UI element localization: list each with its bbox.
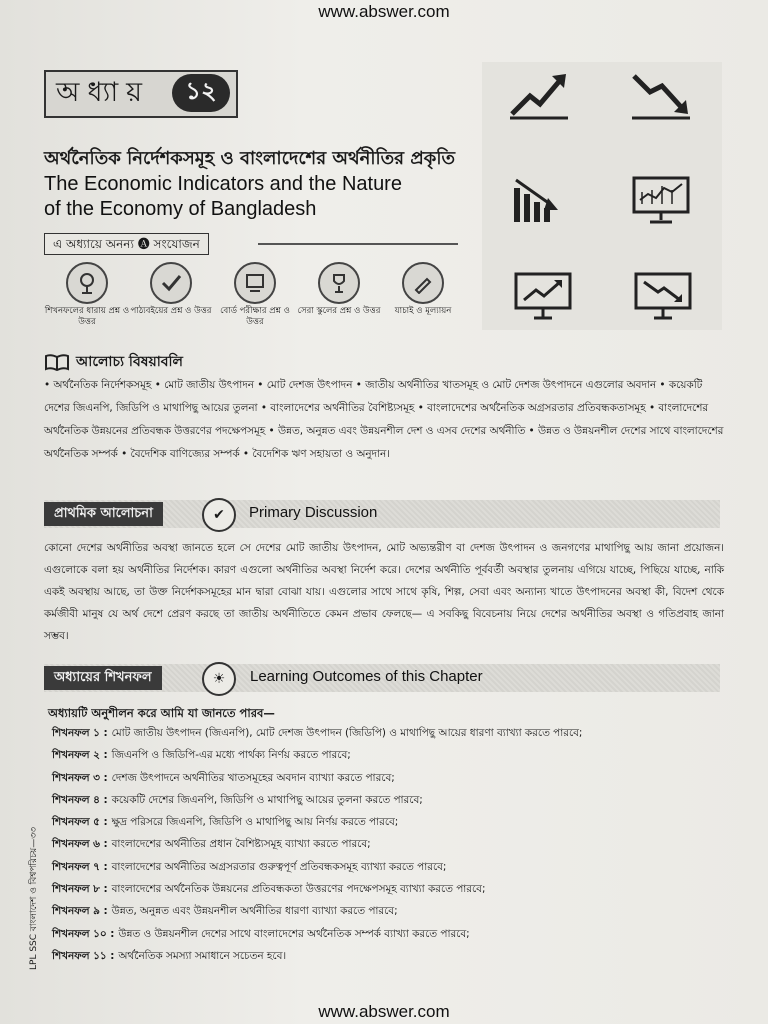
title-en-line1: The Economic Indicators and the Nature xyxy=(44,173,402,195)
outcome-label: শিখনফল ৩ : xyxy=(52,771,108,784)
primary-discussion-text: কোনো দেশের অর্থনীতির অবস্থা জানতে হলে সে দেশের মোট জাতীয় উৎপাদন, মোট অভ্যন্তরীণ বা দেশজ উৎপাদন ও জনগণের মাথাপিছু আয় জানা প্রয়োজন। এগুলোকে বলা হয় অর্থনীতির নির্দেশক। কারণ এগুলো অর্থনীতির অবস্থা নির্দেশ করে। দেশের অর্থনীতি পূর্ববর্তী অবস্থার তুলনায় এগিয়ে যাচ্ছে, পিছিয়ে যাচ্ছে, নাকি একই অবস্থায় আছে, তা উক্ত নির্দেশকসমূহের মান দ্বারা বোঝা যায়। এগুলোর সাথে সাথে কৃষি, শিল্প, সেবা এবং অন্যান্য খাতে উৎপাদনের অবস্থা কী, বিদেশ থেকে কর্মজীবী মানুষ যে অর্থ দেশে প্রেরণ করছে তা জাতীয় অর্থনীতিতে কেমন প্রভাব ফেলছে— এ সবকিছু বিবেচনায় নিয়ে দেশের অর্থনীতির অবস্থা ও গতিপ্রবাহ জানা সম্ভব। xyxy=(44,542,724,642)
learning-outcomes-banner xyxy=(44,664,720,692)
watermark-bottom[interactable]: www.abswer.com xyxy=(318,1002,450,1021)
chapter-title-english xyxy=(44,172,464,222)
features-label: এ অধ্যায়ে অনন্য 🅐 সংযোজন xyxy=(44,233,209,255)
trend-down-icon xyxy=(630,68,692,120)
list-item xyxy=(52,722,724,744)
outcome-text: দেশজ উৎপাদনে অর্থনীতির খাতসমূহের অবদান ব্যাখ্যা করতে পারবে; xyxy=(111,771,395,784)
presentation-down-icon xyxy=(632,270,694,322)
feature-item xyxy=(128,262,214,317)
outcome-text: বাংলাদেশের অর্থনৈতিক উন্নয়নের প্রতিবন্ধকতা উত্তরণের পদক্ষেপসমূহ ব্যাখ্যা করতে পারবে; xyxy=(111,883,486,896)
list-item xyxy=(52,923,724,945)
outcome-label: শিখনফল ৭ : xyxy=(52,860,108,873)
pencil-icon xyxy=(402,262,444,304)
feature-label: সেরা স্কুলের প্রশ্ন ও উত্তর xyxy=(297,306,381,316)
primary-discussion-banner xyxy=(44,500,720,528)
outcome-text: উন্নত ও উন্নয়নশীল দেশের সাথে বাংলাদেশের অর্থনৈতিক সম্পর্ক ব্যাখ্যা করতে পারবে; xyxy=(118,927,470,940)
list-item xyxy=(52,767,724,789)
trend-up-icon xyxy=(508,68,570,120)
feature-item xyxy=(296,262,382,317)
title-en-line2: of the Economy of Bangladesh xyxy=(44,198,317,220)
banner-bangla-label: প্রাথমিক আলোচনা xyxy=(44,502,163,526)
outcome-label: শিখনফল ২ : xyxy=(52,749,108,762)
feature-item xyxy=(380,262,466,317)
topics-list: • অর্থনৈতিক নির্দেশকসমূহ • মোট জাতীয় উৎপাদন • মোট দেশজ উৎপাদন • জাতীয় অর্থনীতির খাতসমূহ ও মোট দেশজ উৎপাদনে এগুলোর অবদান • কয়েকটি দেশের জিএনপি, জিডিপি ও মাথাপিছু আয়ের তুলনা • বাংলাদেশের অর্থনীতির বৈশিষ্ট্যসমূহ • বাংলাদেশের অর্থনৈতিক অগ্রসরতার প্রতিবন্ধকতাসমূহ • বাংলাদেশের অর্থনৈতিক উন্নয়নের প্রতিবন্ধক উত্তরণের পদক্ষেপসমূহ • উন্নত, অনুন্নত এবং উন্নয়নশীল দেশ ও এসব দেশের অর্থনীতি • উন্নত ও উন্নয়নশীল দেশের সাথে বাংলাদেশের অর্থনৈতিক সম্পর্ক • বৈদেশিক বাণিজ্যের সম্পর্ক • বৈদেশিক ঋণ সহায়তা ও অনুদান। xyxy=(44,379,724,460)
outcome-label: শিখনফল ৪ : xyxy=(52,793,108,806)
banner-english-label: Primary Discussion xyxy=(249,504,378,521)
outcome-text: অর্থনৈতিক সমস্যা সমাধানে সচেতন হবে। xyxy=(118,949,287,962)
watermark-top[interactable]: www.abswer.com xyxy=(318,2,450,21)
feature-label: যাচাই ও মূল্যায়ন xyxy=(394,306,452,316)
feature-list xyxy=(44,262,464,330)
checkmark-emblem-icon: ✔ xyxy=(202,498,236,532)
check-icon xyxy=(150,262,192,304)
lightbulb-icon: ☀ xyxy=(202,662,236,696)
outcome-text: ক্ষুদ্র পরিসরে জিএনপি, জিডিপি ও মাথাপিছু আয় নির্ণয় করতে পারবে; xyxy=(111,816,399,829)
economic-icons-panel xyxy=(482,62,722,330)
presentation-up-icon xyxy=(512,270,574,322)
outcome-text: কয়েকটি দেশের জিএনপি, জিডিপি ও মাথাপিছু আয়ের তুলনা করতে পারবে; xyxy=(111,793,423,806)
list-item xyxy=(52,811,724,833)
list-item xyxy=(52,789,724,811)
outcome-text: উন্নত, অনুন্নত এবং উন্নয়নশীল অর্থনীতির ধারণা ব্যাখ্যা করতে পারবে; xyxy=(111,905,398,918)
list-item xyxy=(52,878,724,900)
outcome-text: মোট জাতীয় উৎপাদন (জিএনপি), মোট দেশজ উৎপাদন (জিডিপি) ও মাথাপিছু আয়ের ধারণা ব্যাখ্যা করতে পারবে; xyxy=(111,727,583,739)
board-icon xyxy=(234,262,276,304)
features-bar xyxy=(44,233,458,255)
feature-label: পাঠ্যবইয়ের প্রশ্ন ও উত্তর xyxy=(130,306,212,316)
list-item xyxy=(52,744,724,766)
outcome-label: শিখনফল ১ : xyxy=(52,727,108,739)
topics-title: আলোচ্য বিষয়াবলি xyxy=(76,354,183,370)
outcome-label: শিখনফল ৫ : xyxy=(52,816,108,829)
feature-item xyxy=(44,262,130,328)
topics-heading xyxy=(44,350,183,374)
outcome-label: শিখনফল ১০ : xyxy=(52,927,115,940)
learning-outcome-list xyxy=(52,722,724,967)
outcome-label: শিখনফল ৯ : xyxy=(52,905,108,918)
feature-item xyxy=(212,262,298,328)
learning-intro: অধ্যায়টি অনুশীলন করে আমি যা জানতে পারব— xyxy=(48,706,275,720)
chapter-title-bangla: অর্থনৈতিক নির্দেশকসমূহ ও বাংলাদেশের অর্থনীতির প্রকৃতি xyxy=(44,148,456,169)
chapter-number: ১২ xyxy=(172,74,230,112)
book-icon xyxy=(44,353,70,371)
outcome-label: শিখনফল ১১ : xyxy=(52,949,115,962)
outcome-text: বাংলাদেশের অর্থনীতির অগ্রসরতার গুরুত্বপূর্ণ প্রতিবন্ধকসমূহ ব্যাখ্যা করতে পারবে; xyxy=(111,860,447,873)
monitor-chart-icon xyxy=(630,174,692,226)
trophy-icon xyxy=(318,262,360,304)
divider xyxy=(258,243,458,245)
banner-english-label: Learning Outcomes of this Chapter xyxy=(250,668,483,685)
outcome-label: শিখনফল ৮ : xyxy=(52,883,108,896)
banner-bangla-label: অধ্যায়ের শিখনফল xyxy=(44,666,162,690)
feature-label: বোর্ড পরীক্ষার প্রশ্ন ও উত্তর xyxy=(220,306,290,327)
list-item xyxy=(52,945,724,967)
bar-decline-icon xyxy=(510,174,572,226)
outcome-label: শিখনফল ৬ : xyxy=(52,838,108,851)
list-item xyxy=(52,900,724,922)
outcome-text: বাংলাদেশের অর্থনীতির প্রধান বৈশিষ্ট্যসমূহ ব্যাখ্যা করতে পারবে; xyxy=(111,838,371,851)
tree-icon xyxy=(66,262,108,304)
chapter-word: অধ্যায় xyxy=(56,76,151,108)
side-running-title: LPL SSC বাংলাদেশ ও বিশ্বপরিচয়—৩৩ xyxy=(29,827,39,970)
list-item xyxy=(52,833,724,855)
feature-label: শিখনফলের ধারায় প্রশ্ন ও উত্তর xyxy=(44,306,130,327)
list-item xyxy=(52,856,724,878)
outcome-text: জিএনপি ও জিডিপি-এর মধ্যে পার্থক্য নির্ণয় করতে পারবে; xyxy=(111,749,351,762)
chapter-tag xyxy=(44,70,238,118)
